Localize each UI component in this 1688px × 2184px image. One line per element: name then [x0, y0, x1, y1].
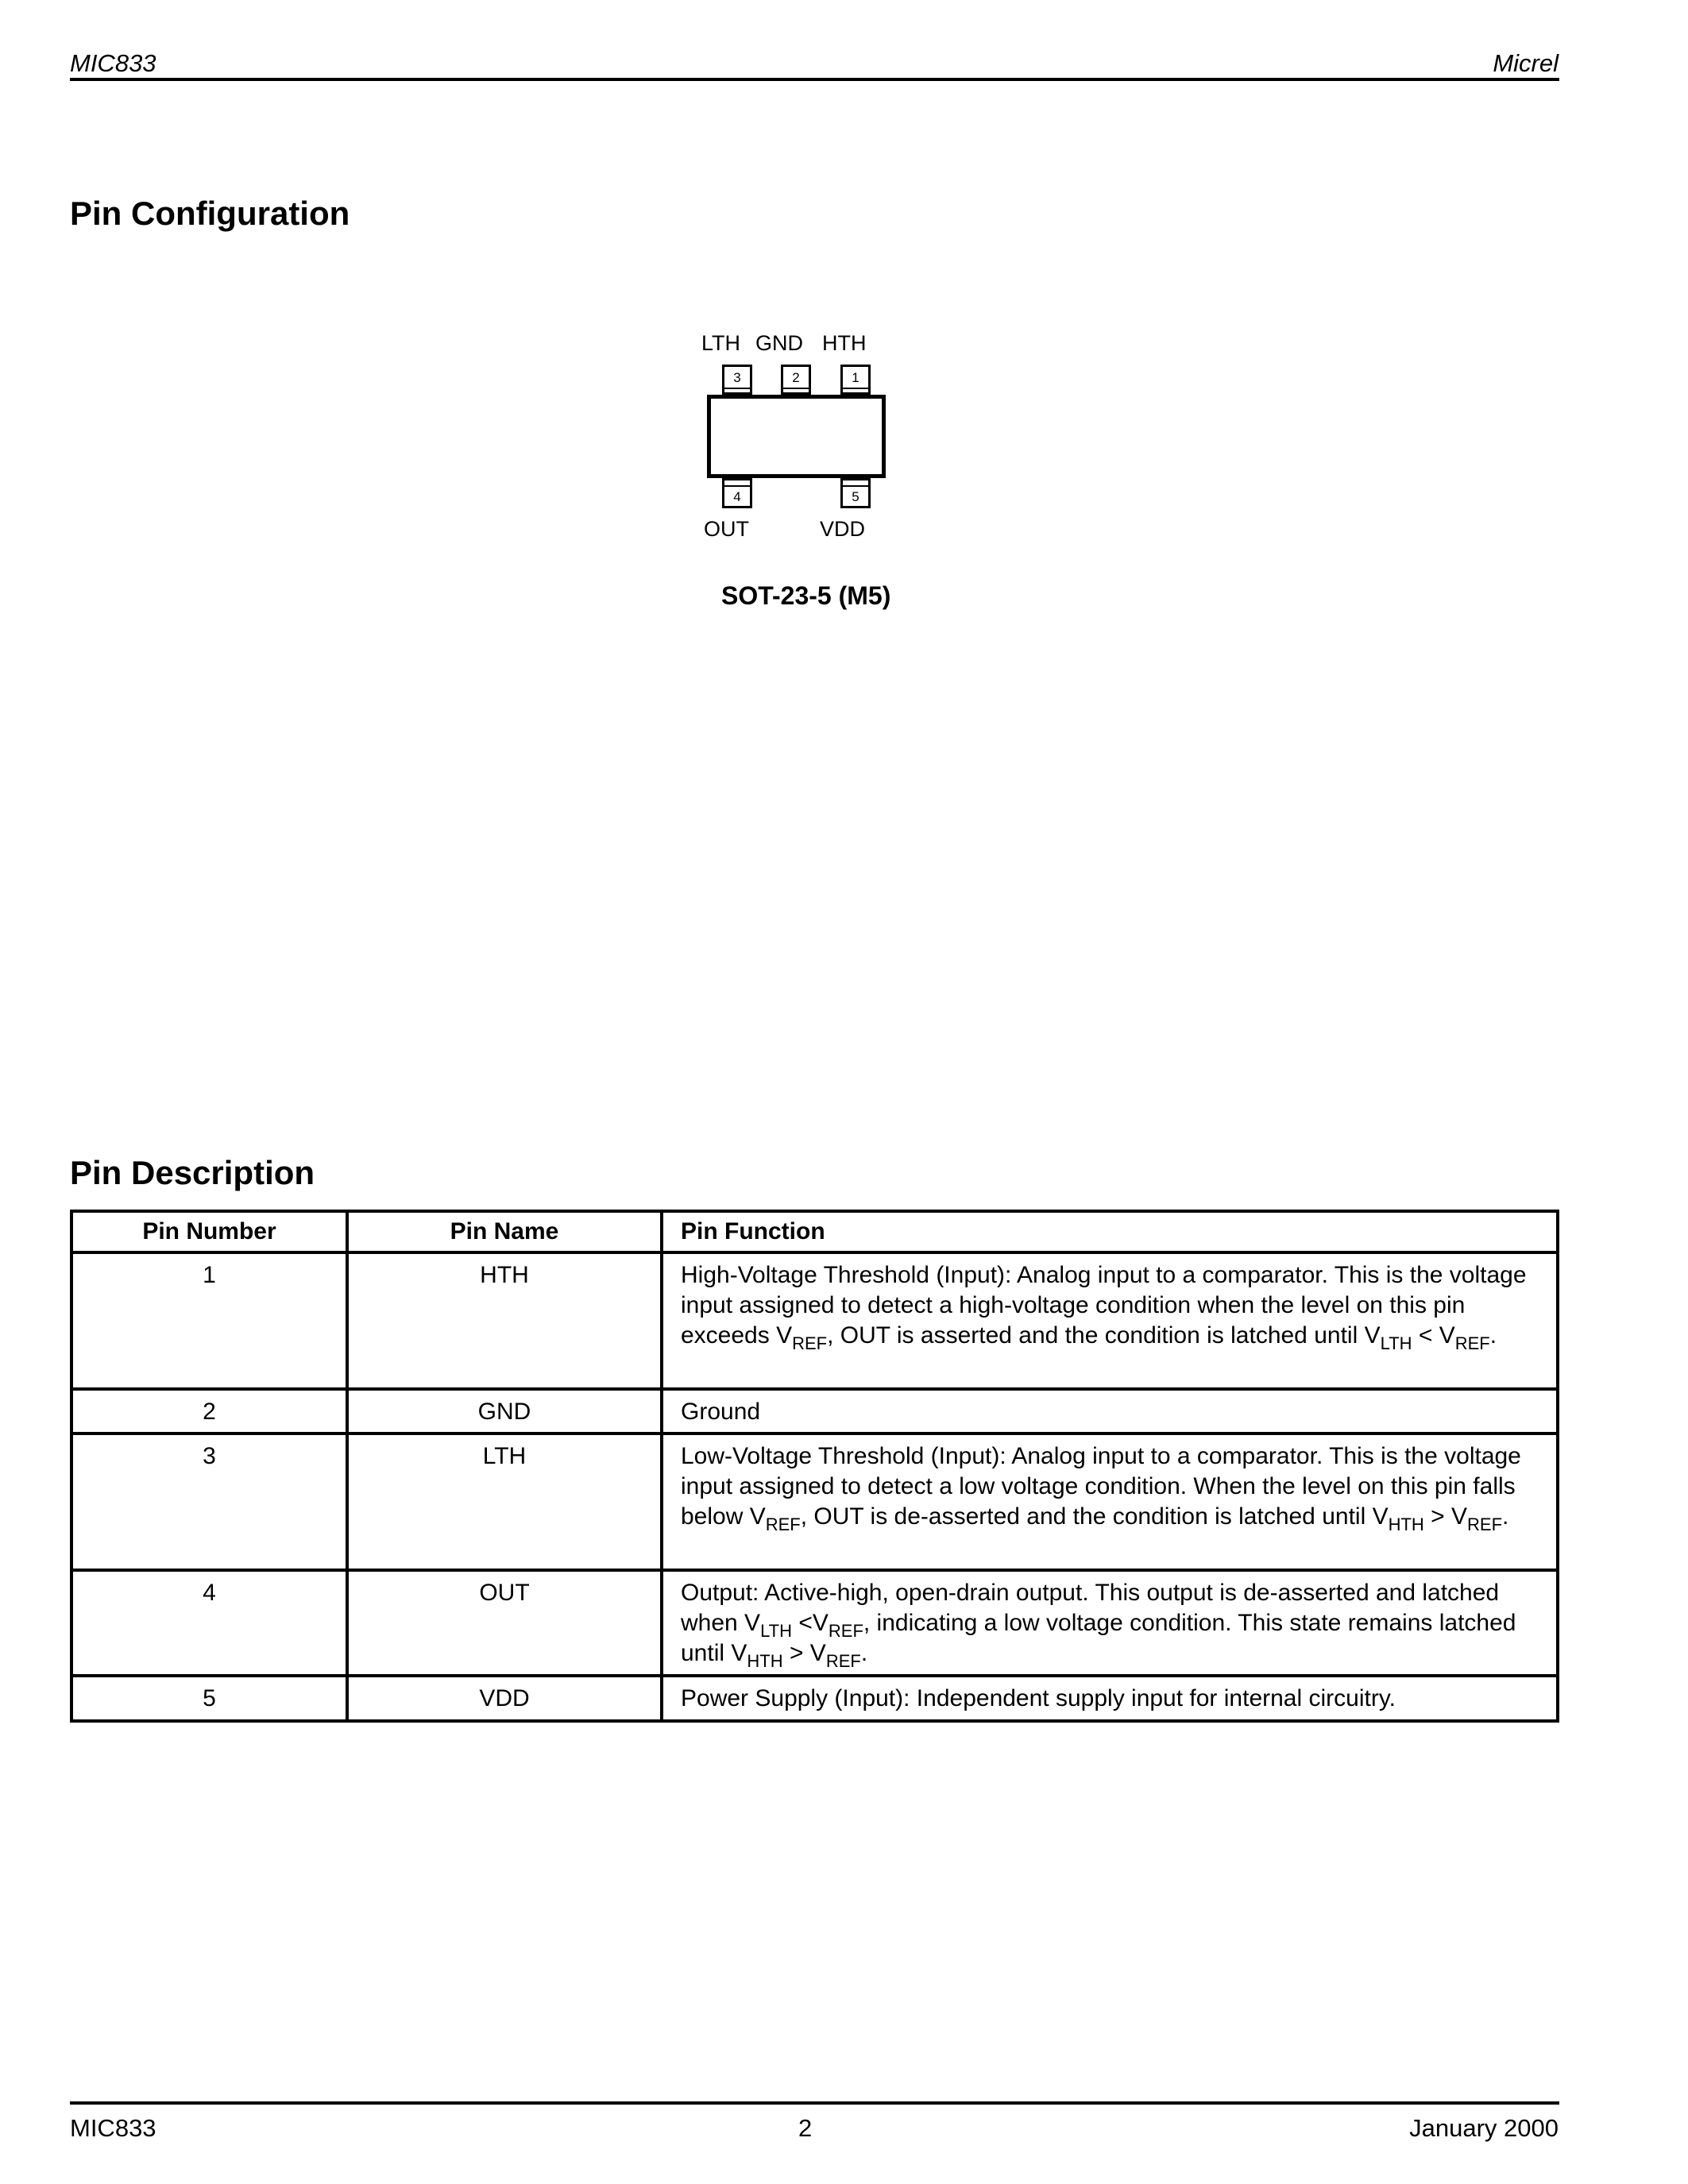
pin-2-number: 2 — [792, 370, 800, 385]
pin-5-box — [840, 478, 871, 508]
header-company: Micrel — [1493, 49, 1559, 77]
section-title-pin-description: Pin Description — [70, 1154, 315, 1191]
subscript: REF — [765, 1515, 801, 1534]
table-row — [71, 1676, 1558, 1721]
column-header-pin-function: Pin Function — [662, 1211, 1558, 1252]
subscript: HTH — [1388, 1515, 1424, 1534]
table-row — [71, 1570, 1558, 1676]
footer-page-number: 2 — [798, 2114, 813, 2142]
subscript: REF — [825, 1651, 861, 1671]
pin-number-cell: 3 — [71, 1433, 347, 1570]
pin-label-vdd: VDD — [820, 517, 866, 541]
pin-divider — [783, 388, 809, 389]
pin-function-cell: Low-Voltage Threshold (Input): Analog input to a comparator. This is the voltage input assigned to detect a low voltage condition. When the level on this pin falls below $V_{REF}$, OUT is de-asserted and the condition is latched until $V_{HTH} > V_{REF}$. — [662, 1433, 1558, 1570]
subscript: LTH — [1380, 1333, 1412, 1353]
table-row — [71, 1433, 1558, 1570]
table-body — [71, 1252, 1558, 1721]
pin-3-box — [722, 365, 752, 395]
pin-name-cell: GND — [347, 1389, 662, 1433]
subscript: HTH — [747, 1651, 783, 1671]
pin-function-cell: High-Voltage Threshold (Input): Analog input to a comparator. This is the voltage input assigned to detect a high-voltage condition when the level on this pin exceeds $V_{REF}$, OUT is asserted and the condition is latched until $V_{LTH} < V_{REF}$. — [662, 1252, 1558, 1389]
pin-number-cell: 1 — [71, 1252, 347, 1389]
pin-label-gnd: GND — [755, 331, 803, 355]
pin-name-cell: OUT — [347, 1570, 662, 1676]
pin-2-box — [781, 365, 811, 395]
subscript: REF — [828, 1621, 863, 1641]
pin-number-cell: 5 — [71, 1676, 347, 1721]
header-rule — [70, 78, 1559, 81]
pin-name-cell: VDD — [347, 1676, 662, 1721]
package-label: SOT-23-5 (M5) — [721, 581, 891, 610]
pin-diagram — [699, 326, 898, 556]
section-title-pin-configuration: Pin Configuration — [70, 195, 350, 232]
pin-label-hth: HTH — [822, 331, 867, 355]
header-doc-id: MIC833 — [70, 49, 156, 77]
pin-number-cell: 4 — [71, 1570, 347, 1676]
pin-divider — [843, 485, 868, 487]
subscript: REF — [1467, 1515, 1503, 1534]
table-header-row — [71, 1211, 1558, 1252]
subscript: REF — [792, 1333, 828, 1353]
table-row — [71, 1389, 1558, 1433]
pin-3-number: 3 — [733, 370, 741, 385]
footer-doc-id: MIC833 — [70, 2114, 156, 2142]
pin-1-box — [840, 365, 871, 395]
pin-description-table — [70, 1210, 1559, 1723]
pin-4-number: 4 — [733, 489, 741, 504]
pin-name-cell: LTH — [347, 1433, 662, 1570]
pin-1-number: 1 — [852, 370, 859, 385]
pin-function-cell: Ground — [662, 1389, 1558, 1433]
pin-label-out: OUT — [704, 517, 749, 541]
subscript: LTH — [760, 1621, 793, 1641]
pin-divider — [724, 388, 750, 389]
pin-4-box — [722, 478, 752, 508]
subscript: REF — [1454, 1333, 1490, 1353]
pin-function-cell: Power Supply (Input): Independent supply input for internal circuitry. — [662, 1676, 1558, 1721]
pin-divider — [724, 485, 750, 487]
pin-5-number: 5 — [852, 489, 859, 504]
pin-function-cell: Output: Active-high, open-drain output. This output is de-asserted and latched when $V_{LTH} <V_{REF}$, indicating a low voltage condition. This state remains latched until $V_{HTH} > V_{REF}$. — [662, 1570, 1558, 1676]
footer-rule — [70, 2101, 1559, 2105]
column-header-pin-name: Pin Name — [347, 1211, 662, 1252]
pin-divider — [843, 388, 868, 389]
pin-label-lth: LTH — [701, 331, 741, 355]
chip-body — [707, 395, 886, 478]
pin-number-cell: 2 — [71, 1389, 347, 1433]
pin-name-cell: HTH — [347, 1252, 662, 1389]
table-row — [71, 1252, 1558, 1389]
column-header-pin-number: Pin Number — [71, 1211, 347, 1252]
footer-date: January 2000 — [1409, 2114, 1559, 2142]
